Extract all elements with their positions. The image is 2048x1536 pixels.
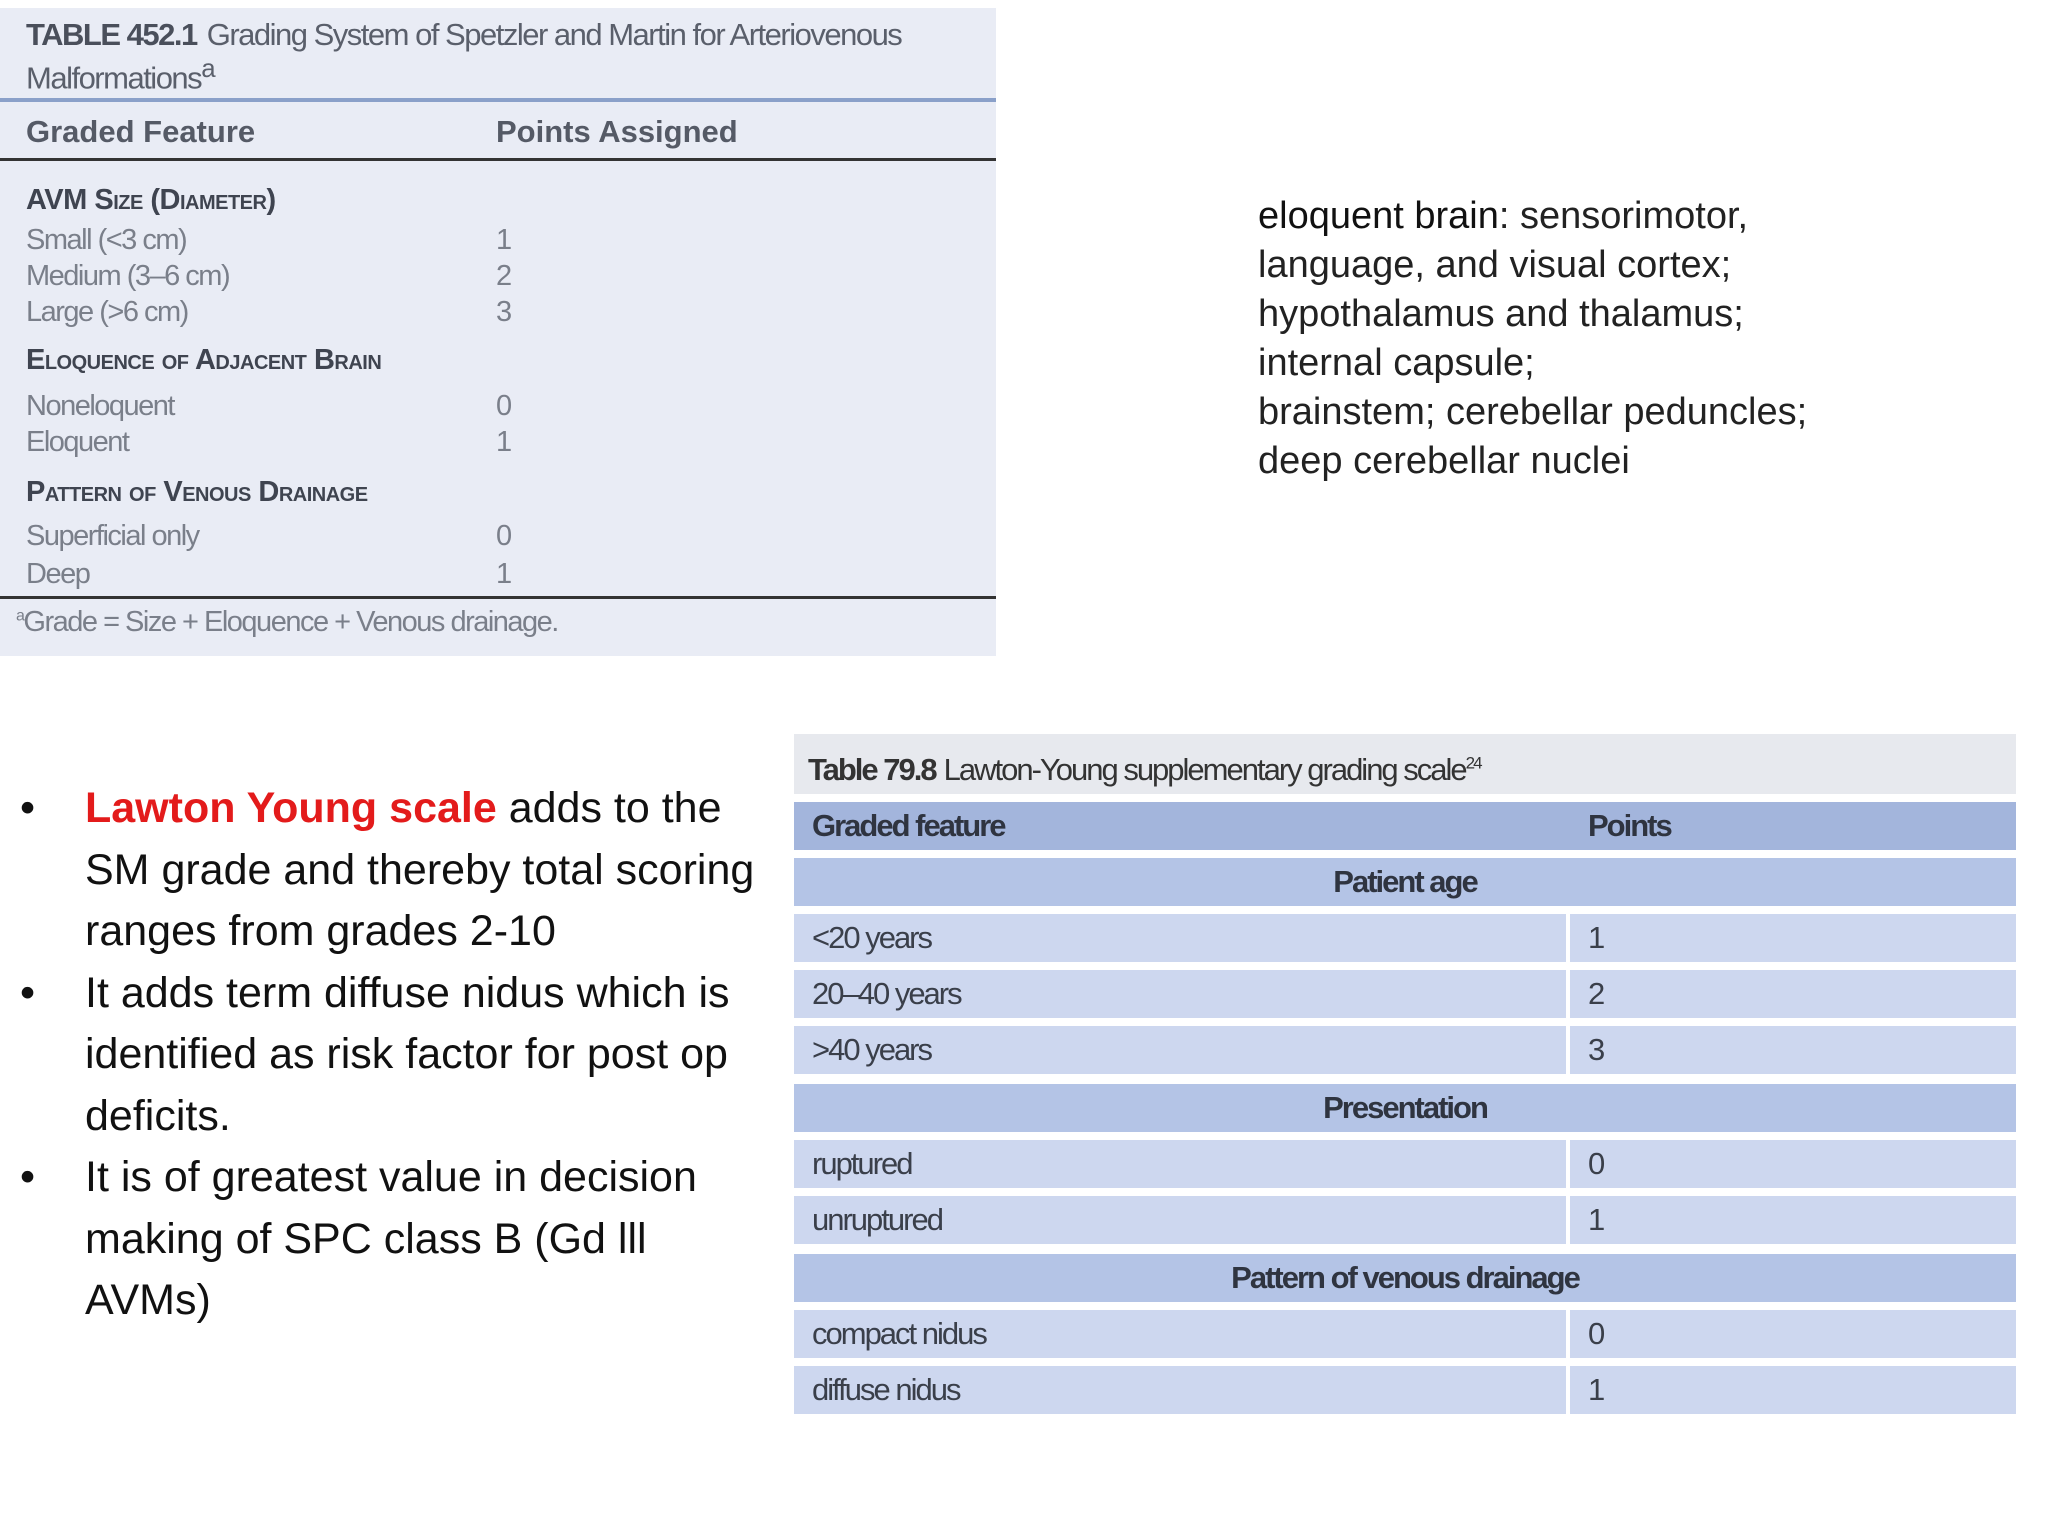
- eloquent-brain-term: eloquent brain: [1258, 195, 1499, 237]
- sm-row-label: Superficial only: [26, 520, 199, 552]
- eloquent-note-line: internal capsule;: [1258, 342, 1535, 384]
- ly-table-title: Lawton-Young supplementary grading scale: [943, 752, 1466, 788]
- ly-section-label: Pattern of venous drainage: [1231, 1260, 1579, 1295]
- ly-data-row: [794, 970, 2016, 1018]
- sm-row-points: 1: [496, 558, 511, 590]
- ly-row-label: ruptured: [794, 1140, 1566, 1188]
- bullet-marker: •: [20, 784, 36, 832]
- sm-row-points: 0: [496, 390, 511, 422]
- ly-row-label: >40 years: [794, 1026, 1566, 1074]
- sm-table-caption: [26, 18, 986, 95]
- ly-row-label: compact nidus: [794, 1310, 1566, 1358]
- ly-data-row: [794, 1310, 2016, 1358]
- bullet-marker: •: [20, 968, 36, 1017]
- sm-row-points: 2: [496, 260, 511, 292]
- sm-row: [26, 224, 526, 257]
- sm-row-points: 0: [496, 520, 511, 552]
- ly-row-points: 1: [1570, 914, 2016, 962]
- ly-table-caption: [794, 734, 2016, 794]
- ly-data-row: [794, 1140, 2016, 1188]
- ly-section-venous-drainage: [794, 1254, 2016, 1302]
- sm-col-points-assigned: Points Assigned: [496, 114, 738, 149]
- bullet-item: [20, 1147, 760, 1332]
- sm-row-points: 1: [496, 426, 511, 458]
- sm-top-rule: [0, 98, 996, 102]
- ly-row-label: unruptured: [794, 1196, 1566, 1244]
- sm-row: [26, 390, 526, 423]
- ly-data-row: [794, 1366, 2016, 1414]
- ly-row-points: 1: [1570, 1196, 2016, 1244]
- ly-row-points: 0: [1570, 1140, 2016, 1188]
- bullet-text: It adds term diffuse nidus which is identified as risk factor for post op deficits.: [85, 968, 730, 1140]
- sm-row: [26, 520, 526, 553]
- bullet-item: [20, 778, 760, 963]
- sm-row-label: Deep: [26, 558, 90, 590]
- eloquent-note-line: deep cerebellar nuclei: [1258, 440, 1630, 482]
- sm-row-label: Large (>6 cm): [26, 296, 188, 328]
- ly-title-reference: 24: [1465, 754, 1481, 773]
- sm-table-title: Grading System of Spetzler and Martin for Arteriovenous Malformations: [26, 17, 902, 96]
- sm-row-label: Eloquent: [26, 426, 129, 458]
- bullet-marker: •: [20, 1153, 36, 1201]
- bullet-text: It is of greatest value in decision making of SPC class B (Gd lll AVMs): [85, 1153, 697, 1324]
- sm-footnote-mark: a: [16, 607, 24, 625]
- sm-row-label: Noneloquent: [26, 390, 174, 422]
- sm-section-avm-size: AVM Size (Diameter): [26, 184, 276, 216]
- sm-table-number: TABLE 452.1: [26, 17, 197, 52]
- ly-data-row: [794, 1196, 2016, 1244]
- ly-row-label: 20–40 years: [794, 970, 1566, 1018]
- sm-footnote-text: Grade = Size + Eloquence + Venous drainage.: [23, 606, 558, 638]
- sm-row-points: 1: [496, 224, 511, 256]
- eloquent-note-line: language, and visual cortex;: [1258, 244, 1732, 286]
- sm-row: [26, 558, 526, 591]
- sm-row-label: Medium (3–6 cm): [26, 260, 230, 292]
- ly-col-points: Points: [1588, 808, 1671, 843]
- ly-section-patient-age: [794, 858, 2016, 906]
- sm-section-eloquence: Eloquence of Adjacent Brain: [26, 344, 382, 376]
- sm-row: [26, 426, 526, 459]
- lawton-young-table: [794, 734, 2016, 1424]
- ly-row-points: 1: [1570, 1366, 2016, 1414]
- sm-row: [26, 260, 526, 293]
- ly-row-points: 3: [1570, 1026, 2016, 1074]
- ly-col-graded-feature: Graded feature: [812, 808, 1005, 843]
- ly-data-row: [794, 1026, 2016, 1074]
- ly-section-presentation: [794, 1084, 2016, 1132]
- ly-data-row: [794, 914, 2016, 962]
- bullet-list: [20, 778, 760, 1332]
- sm-section-venous-drainage: Pattern of Venous Drainage: [26, 476, 368, 508]
- ly-row-label: <20 years: [794, 914, 1566, 962]
- ly-section-label: Patient age: [1333, 864, 1477, 899]
- eloquent-note-line: hypothalamus and thalamus;: [1258, 293, 1744, 335]
- sm-row-label: Small (<3 cm): [26, 224, 187, 256]
- ly-row-label: diffuse nidus: [794, 1366, 1566, 1414]
- bullet-text: adds to the SM grade and thereby total scoring ranges from grades 2-10: [85, 784, 755, 955]
- ly-row-points: 0: [1570, 1310, 2016, 1358]
- spetzler-martin-table: [0, 8, 996, 656]
- bullet-highlight: Lawton Young scale: [85, 784, 497, 832]
- sm-header-row: [26, 114, 986, 150]
- sm-row: [26, 296, 526, 329]
- ly-table-number: Table 79.8: [808, 752, 936, 788]
- eloquent-note-line: : sensorimotor,: [1498, 195, 1749, 237]
- sm-bottom-rule: [0, 596, 996, 599]
- sm-row-points: 3: [496, 296, 511, 328]
- eloquent-note-line: brainstem; cerebellar peduncles;: [1258, 391, 1808, 433]
- ly-header-row: [794, 802, 2016, 850]
- sm-title-footnote-mark: a: [201, 55, 215, 83]
- sm-col-graded-feature: Graded Feature: [26, 114, 256, 149]
- ly-row-points: 2: [1570, 970, 2016, 1018]
- sm-header-rule: [0, 158, 996, 161]
- ly-section-label: Presentation: [1323, 1090, 1487, 1125]
- eloquent-brain-note: [1258, 192, 2018, 486]
- bullet-item: [20, 963, 760, 1148]
- sm-footnote: [16, 606, 558, 639]
